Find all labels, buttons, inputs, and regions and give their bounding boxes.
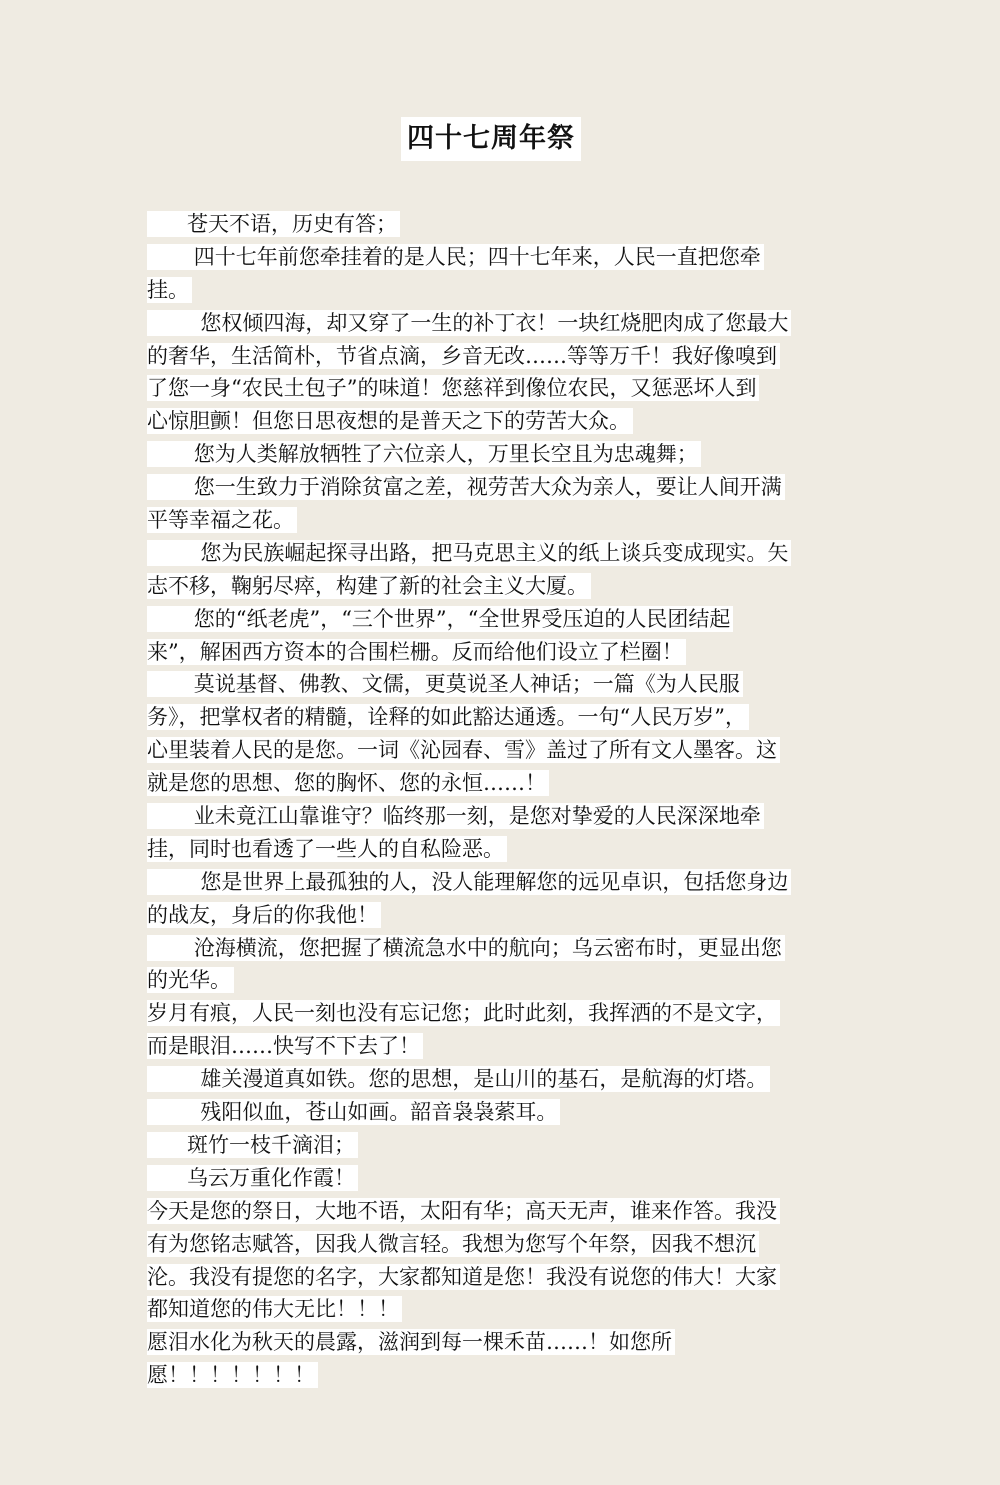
text-line-content: 的战友，身后的你我他！ — [147, 902, 381, 928]
text-line-content: 都知道您的伟大无比！！！ — [147, 1296, 402, 1322]
text-line-content: 您权倾四海，却又穿了一生的补丁衣！一块红烧肥肉成了您最大 — [147, 310, 791, 336]
text-line — [147, 276, 852, 304]
text-line-content: 沦。我没有提您的名字，大家都知道是您！我没有说您的伟大！大家 — [147, 1264, 780, 1290]
text-line-content: 您是世界上最孤独的人，没人能理解您的远见卓识，包括您身边 — [147, 869, 791, 895]
text-line-content: 您一生致力于消除贫富之差，视劳苦大众为亲人，要让人间开满 — [147, 474, 785, 500]
text-line-content: 志不移，鞠躬尽瘁，构建了新的社会主义大厦。 — [147, 573, 591, 599]
text-line — [147, 605, 852, 633]
text-line — [147, 1197, 852, 1225]
text-line-content: 来”，解困西方资本的合围栏栅。反而给他们设立了栏圈！ — [147, 639, 686, 665]
text-line-content: 今天是您的祭日，大地不语，太阳有华；高天无声，谁来作答。我没 — [147, 1198, 780, 1224]
text-line — [147, 243, 852, 271]
text-line-content: 愿泪水化为秋天的晨露，滋润到每一棵禾苗……！如您所 — [147, 1329, 675, 1355]
text-line-content: 您的“纸老虎”，“三个世界”，“全世界受压迫的人民团结起 — [147, 606, 733, 632]
text-line — [147, 802, 852, 830]
text-line — [147, 210, 852, 238]
text-line — [147, 1361, 852, 1389]
text-line — [147, 539, 852, 567]
text-line — [147, 1230, 852, 1258]
text-line-content: 雄关漫道真如铁。您的思想，是山川的基石，是航海的灯塔。 — [147, 1066, 770, 1092]
text-line-content: 就是您的思想、您的胸怀、您的永恒……！ — [147, 770, 549, 796]
text-line-content: 残阳似血，苍山如画。韶音袅袅萦耳。 — [147, 1099, 560, 1125]
text-line-content: 而是眼泪……快写不下去了！ — [147, 1033, 423, 1059]
text-line — [147, 342, 852, 370]
text-line — [147, 473, 852, 501]
text-line — [147, 1263, 852, 1291]
text-line-content: 心里装着人民的是您。一词《沁园春、雪》盖过了所有文人墨客。这 — [147, 737, 780, 763]
text-line-content: 了您一身“农民土包子”的味道！您慈祥到像位农民，又惩恶坏人到 — [147, 375, 759, 401]
text-line — [147, 440, 852, 468]
text-line-content: 您为人类解放牺牲了六位亲人，万里长空且为忠魂舞； — [147, 441, 701, 467]
text-line — [147, 1131, 852, 1159]
text-line — [147, 407, 852, 435]
document-body — [147, 210, 852, 1394]
text-line — [147, 966, 852, 994]
text-line-content: 斑竹一枝千滴泪； — [147, 1132, 358, 1158]
text-line-content: 苍天不语，历史有答； — [147, 211, 400, 237]
text-line-content: 挂，同时也看透了一些人的自私险恶。 — [147, 836, 507, 862]
text-line — [147, 572, 852, 600]
text-line-content: 愿！！！！！！！ — [147, 1362, 318, 1388]
text-line — [147, 999, 852, 1027]
text-line-content: 您为民族崛起探寻出路，把马克思主义的纸上谈兵变成现实。矢 — [147, 540, 791, 566]
text-line-content: 沧海横流，您把握了横流急水中的航向；乌云密布时，更显出您 — [147, 935, 785, 961]
text-line — [147, 1164, 852, 1192]
text-line-content: 业未竟江山靠谁守？临终那一刻，是您对挚爱的人民深深地牵 — [147, 803, 764, 829]
text-line-content: 岁月有痕，人民一刻也没有忘记您；此时此刻，我挥洒的不是文字， — [147, 1000, 780, 1026]
text-line — [147, 736, 852, 764]
text-line-content: 莫说基督、佛教、文儒，更莫说圣人神话；一篇《为人民服 — [147, 671, 743, 697]
text-line — [147, 1328, 852, 1356]
text-line — [147, 309, 852, 337]
text-line — [147, 374, 852, 402]
text-line-content: 挂。 — [147, 277, 192, 303]
text-line — [147, 901, 852, 929]
text-line — [147, 868, 852, 896]
text-line — [147, 506, 852, 534]
text-line-content: 心惊胆颤！但您日思夜想的是普天之下的劳苦大众。 — [147, 408, 633, 434]
text-line — [147, 835, 852, 863]
text-line-content: 平等幸福之花。 — [147, 507, 297, 533]
text-line — [147, 769, 852, 797]
text-line — [147, 638, 852, 666]
text-line — [147, 1295, 852, 1323]
text-line-content: 务》，把掌权者的精髓，诠释的如此豁达通透。一句“人民万岁”， — [147, 704, 749, 730]
page-title: 四十七周年祭 — [401, 117, 581, 161]
text-line — [147, 1032, 852, 1060]
text-line — [147, 1098, 852, 1126]
text-line-content: 有为您铭志赋答，因我人微言轻。我想为您写个年祭，因我不想沉 — [147, 1231, 759, 1257]
text-line-content: 四十七年前您牵挂着的是人民；四十七年来，人民一直把您牵 — [147, 244, 764, 270]
text-line-content: 的奢华，生活简朴，节省点滴，乡音无改……等等万千！我好像嗅到 — [147, 343, 780, 369]
text-line — [147, 934, 852, 962]
text-line — [147, 703, 852, 731]
text-line-content: 乌云万重化作霞！ — [147, 1165, 358, 1191]
text-line — [147, 1065, 852, 1093]
text-line — [147, 670, 852, 698]
text-line-content: 的光华。 — [147, 967, 234, 993]
